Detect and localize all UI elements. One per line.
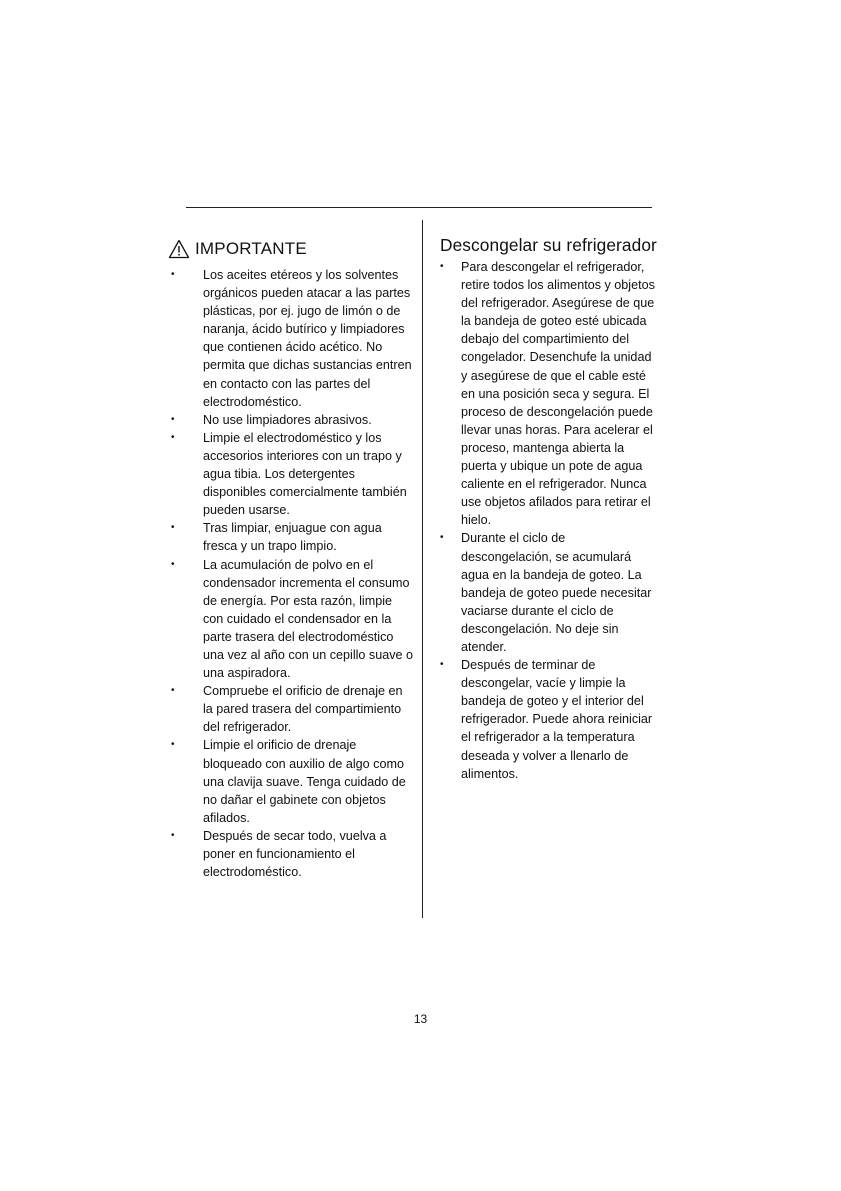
warning-triangle-icon (168, 239, 190, 259)
list-item: • La acumulación de polvo en el condensador incrementa el consumo de energía. Por esta razón, limpie con cuidado el condensador en la parte trasera del electrodoméstico una vez al año con un cepillo suave o una aspiradora. (168, 556, 414, 683)
important-section (168, 238, 414, 881)
defrost-list (426, 258, 656, 783)
important-list (168, 266, 414, 881)
column-divider (422, 220, 423, 918)
list-item: • No use limpiadores abrasivos. (168, 411, 414, 429)
list-item: • Durante el ciclo de descongelación, se acumulará agua en la bandeja de goteo. La bandeja de goteo puede necesitar vaciarse durante el ciclo de descongelación. No deje sin atender. (426, 529, 656, 656)
defrost-heading: Descongelar su refrigerador (440, 235, 657, 255)
list-item: • Después de secar todo, vuelva a poner en funcionamiento el electrodoméstico. (168, 827, 414, 881)
important-title: IMPORTANTE (195, 239, 307, 258)
page-number: 13 (413, 1012, 428, 1026)
list-item: • Para descongelar el refrigerador, retire todos los alimentos y objetos del refrigerador. Asegúrese de que la bandeja de goteo esté ubicada debajo del compartimiento del congelador. Desenchufe la unidad y asegúrese de que el cable esté en una posición seca y segura. El proceso de descongelación puede llevar unas horas. Para acelerar el proceso, mantenga abierta la puerta y ubique un pote de agua caliente en el refrigerador. Nunca use objetos afilados para retirar el hielo. (426, 258, 656, 529)
list-item: • Después de terminar de descongelar, vacíe y limpie la bandeja de goteo y el interior del refrigerador. Puede ahora reiniciar el refrigerador a la temperatura deseada y volver a llenarlo de alimentos. (426, 656, 656, 783)
list-item: • Limpie el orificio de drenaje bloqueado con auxilio de algo como una clavija suave. Tenga cuidado de no dañar el gabinete con objetos afilados. (168, 736, 414, 826)
list-item: • Limpie el electrodoméstico y los accesorios interiores con un trapo y agua tibia. Los detergentes disponibles comercialmente también pueden usarse. (168, 429, 414, 519)
important-heading (168, 238, 414, 260)
defrost-section (426, 234, 656, 783)
list-item: • Los aceites etéreos y los solventes orgánicos pueden atacar a las partes plásticas, por ej. jugo de limón o de naranja, ácido butírico y limpiadores que contienen ácido acético. No permita que dichas sustancias entren en contacto con las partes del electrodoméstico. (168, 266, 414, 411)
top-rule (186, 207, 652, 208)
list-item: • Compruebe el orificio de drenaje en la pared trasera del compartimiento del refrigerador. (168, 682, 414, 736)
list-item: • Tras limpiar, enjuague con agua fresca y un trapo limpio. (168, 519, 414, 555)
